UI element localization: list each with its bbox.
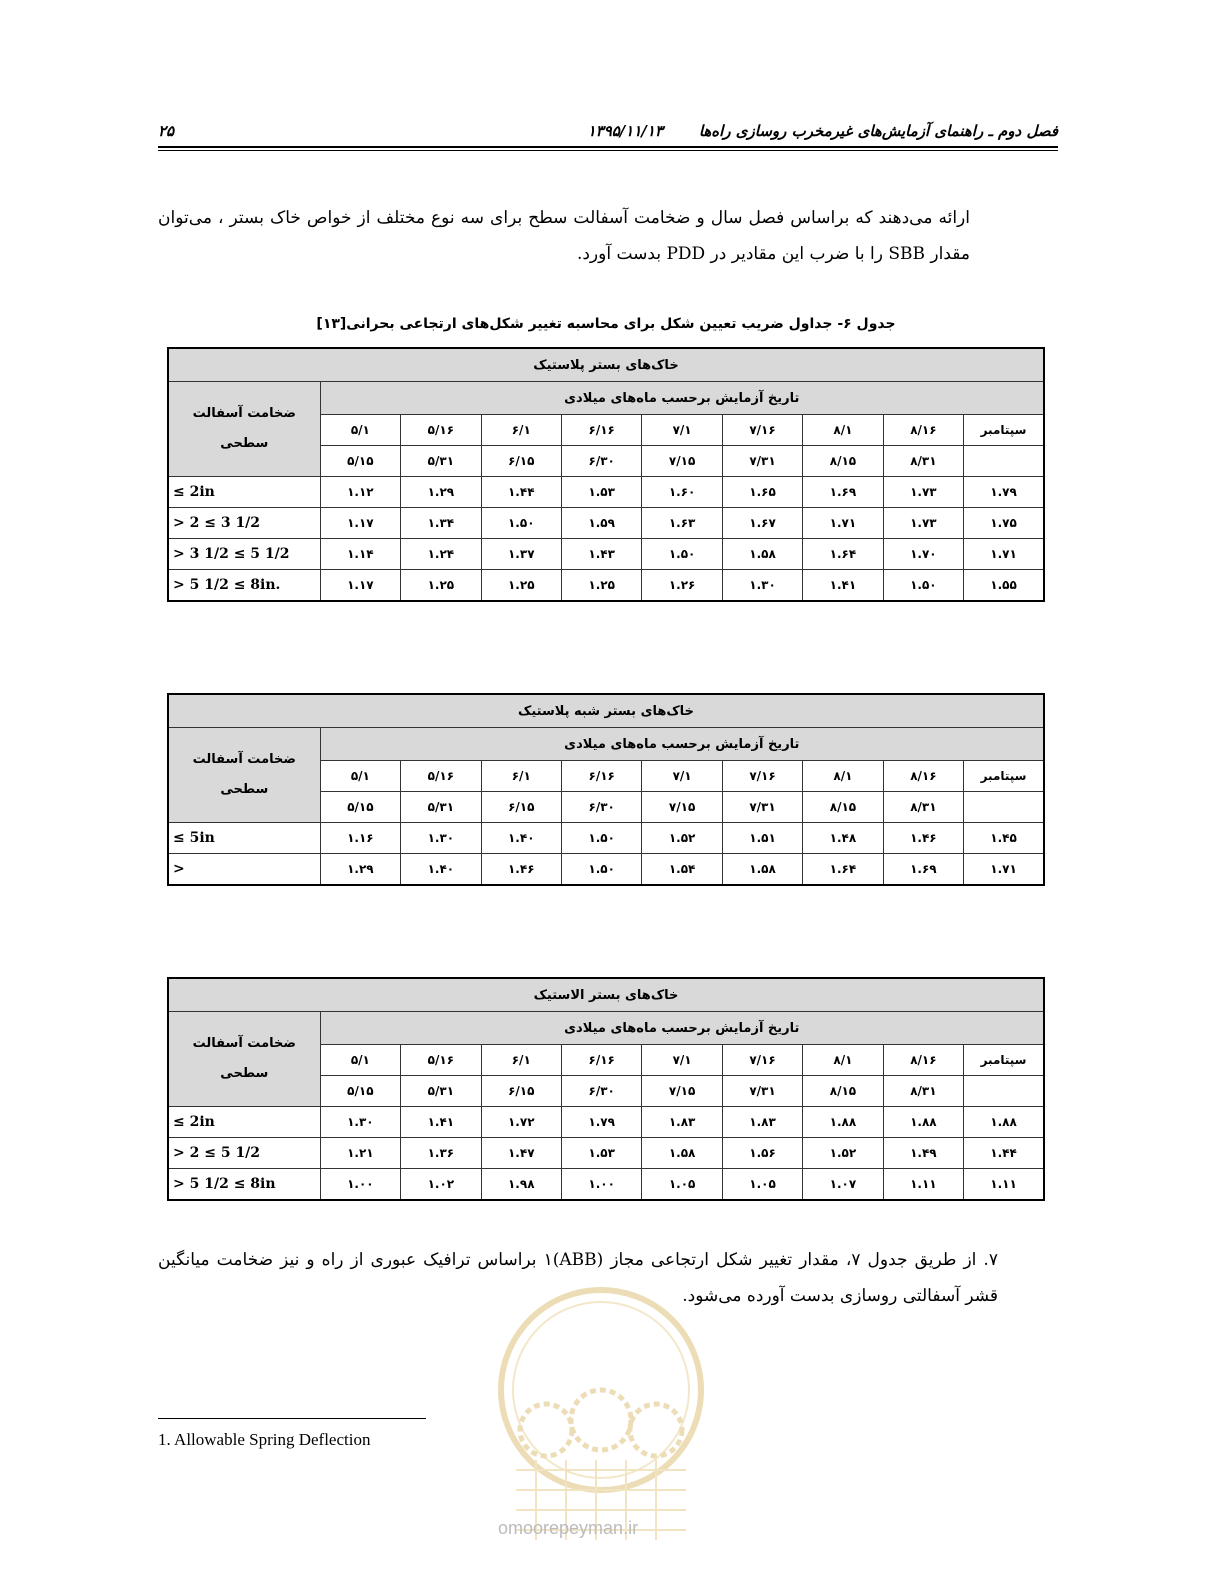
- table-row: [168, 539, 1044, 570]
- coefficient-cell: ۱.۱۱: [964, 1169, 1044, 1201]
- date-cell: ۶/۱۶: [561, 415, 641, 446]
- coefficient-cell: ۱.۴۴: [964, 1138, 1044, 1169]
- thickness-label: > 5 1/2 ≤ 8in.: [168, 570, 320, 602]
- date-cell: ۶/۳۰: [561, 792, 641, 823]
- thickness-label: > 2 ≤ 5 1/2: [168, 1138, 320, 1169]
- coefficient-cell: ۱.۲۵: [561, 570, 641, 602]
- coefficient-cell: ۱.۱۱: [883, 1169, 963, 1201]
- date-cell: سپتامبر: [964, 761, 1044, 792]
- chapter-title: فصل دوم ـ راهنمای آزمایش‌های غیرمخرب روسازی راه‌ها: [698, 122, 1058, 140]
- date-cell: سپتامبر: [964, 1045, 1044, 1076]
- coefficient-cell: ۱.۴۶: [481, 854, 561, 886]
- plastic-soil-table: [167, 347, 1045, 602]
- footnote: 1. Allowable Spring Deflection: [158, 1430, 371, 1449]
- date-cell: ۸/۱۵: [803, 792, 883, 823]
- header-date: ۱۳۹۵/۱۱/۱۳: [587, 122, 663, 140]
- date-cell: ۶/۱۶: [561, 1045, 641, 1076]
- coefficient-cell: ۱.۲۵: [481, 570, 561, 602]
- date-cell: ۸/۱: [803, 415, 883, 446]
- date-cell: ۵/۳۱: [401, 1076, 481, 1107]
- watermark-logo: [486, 1280, 716, 1550]
- coefficient-cell: ۱.۵۳: [561, 477, 641, 508]
- coefficient-cell: ۱.۶۴: [803, 539, 883, 570]
- date-cell: ۸/۱۶: [883, 1045, 963, 1076]
- date-cell: [964, 446, 1044, 477]
- thickness-label: >: [168, 854, 320, 886]
- elastic-soil-table: [167, 977, 1045, 1201]
- coefficient-cell: ۱.۱۷: [320, 508, 401, 539]
- thickness-label: ≤ 5in: [168, 823, 320, 854]
- date-cell: ۷/۱۶: [722, 761, 802, 792]
- coefficient-cell: ۱.۴۱: [803, 570, 883, 602]
- coefficient-cell: ۱.۵۶: [722, 1138, 802, 1169]
- date-cell: ۵/۱: [320, 761, 401, 792]
- date-cell: ۷/۱: [642, 761, 722, 792]
- date-header: تاریخ آزمایش برحسب ماه‌های میلادی: [320, 382, 1044, 415]
- semi-plastic-soil-table: [167, 693, 1045, 886]
- coefficient-cell: ۱.۵۰: [561, 823, 641, 854]
- coefficient-cell: ۱.۷۱: [964, 539, 1044, 570]
- coefficient-cell: ۱.۶۰: [642, 477, 722, 508]
- coefficient-cell: ۱.۷۰: [883, 539, 963, 570]
- coefficient-cell: ۱.۵۰: [883, 570, 963, 602]
- coefficient-cell: ۱.۵۹: [561, 508, 641, 539]
- header-rule: [158, 146, 1058, 148]
- date-cell: ۸/۳۱: [883, 1076, 963, 1107]
- date-cell: ۶/۱: [481, 761, 561, 792]
- coefficient-cell: ۱.۲۹: [401, 477, 481, 508]
- coefficient-cell: ۱.۸۳: [642, 1107, 722, 1138]
- coefficient-cell: ۱.۴۷: [481, 1138, 561, 1169]
- date-cell: ۸/۱۵: [803, 1076, 883, 1107]
- coefficient-cell: ۱.۷۳: [883, 477, 963, 508]
- coefficient-cell: ۱.۷۲: [481, 1107, 561, 1138]
- table-row: [168, 823, 1044, 854]
- coefficient-cell: ۱.۸۸: [883, 1107, 963, 1138]
- date-cell: ۸/۱: [803, 1045, 883, 1076]
- coefficient-cell: ۱.۴۰: [401, 854, 481, 886]
- date-cell: ۷/۱۶: [722, 415, 802, 446]
- date-cell: ۷/۳۱: [722, 1076, 802, 1107]
- coefficient-cell: ۱.۸۳: [722, 1107, 802, 1138]
- coefficient-cell: ۱.۲۵: [401, 570, 481, 602]
- thickness-header: ضخامت آسفالت سطحی: [168, 728, 320, 823]
- header-rule-thin: [158, 150, 1058, 151]
- coefficient-cell: ۱.۱۶: [320, 823, 401, 854]
- soil-type-title: خاک‌های بستر الاستیک: [168, 978, 1044, 1012]
- page-header: [158, 122, 1058, 152]
- coefficient-cell: ۱.۲۹: [320, 854, 401, 886]
- coefficient-cell: ۱.۱۷: [320, 570, 401, 602]
- date-cell: ۷/۱۵: [642, 446, 722, 477]
- coefficient-cell: ۱.۰۵: [642, 1169, 722, 1201]
- coefficient-cell: ۱.۵۲: [803, 1138, 883, 1169]
- table-row: [168, 1107, 1044, 1138]
- date-cell: ۵/۱۶: [401, 415, 481, 446]
- table-row: [168, 477, 1044, 508]
- coefficient-cell: ۱.۰۷: [803, 1169, 883, 1201]
- table-caption: جدول ۶- جداول ضریب تعیین شکل برای محاسبه تغییر شکل‌های ارتجاعی بحرانی[۱۳]: [316, 316, 896, 332]
- soil-type-title: خاک‌های بستر شبه پلاستیک: [168, 694, 1044, 728]
- coefficient-cell: ۱.۵۴: [642, 854, 722, 886]
- coefficient-cell: ۱.۷۳: [883, 508, 963, 539]
- table-row: [168, 1138, 1044, 1169]
- step-7-paragraph: ۷. از طریق جدول ۷، مقدار تغییر شکل ارتجاعی مجاز (ABB)۱ براساس ترافیک عبوری از راه و نیز ضخامت میانگین قشر آسفالتی روسازی بدست آورده می‌شود.: [158, 1250, 998, 1306]
- thickness-label: > 3 1/2 ≤ 5 1/2: [168, 539, 320, 570]
- date-cell: ۷/۳۱: [722, 446, 802, 477]
- date-cell: ۸/۱۶: [883, 415, 963, 446]
- coefficient-cell: ۱.۸۸: [803, 1107, 883, 1138]
- date-cell: ۶/۳۰: [561, 446, 641, 477]
- coefficient-cell: ۱.۴۹: [883, 1138, 963, 1169]
- coefficient-cell: ۱.۰۲: [401, 1169, 481, 1201]
- date-cell: ۵/۱۵: [320, 792, 401, 823]
- coefficient-cell: ۱.۱۴: [320, 539, 401, 570]
- coefficient-cell: ۱.۶۵: [722, 477, 802, 508]
- date-cell: ۵/۱۵: [320, 446, 401, 477]
- date-header: تاریخ آزمایش برحسب ماه‌های میلادی: [320, 728, 1044, 761]
- date-cell: ۸/۳۱: [883, 792, 963, 823]
- coefficient-cell: ۱.۲۴: [401, 539, 481, 570]
- date-cell: ۵/۱۶: [401, 761, 481, 792]
- date-cell: [964, 792, 1044, 823]
- date-cell: ۸/۳۱: [883, 446, 963, 477]
- date-cell: ۸/۱۶: [883, 761, 963, 792]
- coefficient-cell: ۱.۵۰: [642, 539, 722, 570]
- coefficient-cell: ۱.۷۹: [964, 477, 1044, 508]
- coefficient-cell: ۱.۸۸: [964, 1107, 1044, 1138]
- coefficient-cell: ۱.۰۰: [561, 1169, 641, 1201]
- coefficient-cell: ۱.۵۰: [561, 854, 641, 886]
- date-cell: ۸/۱۵: [803, 446, 883, 477]
- coefficient-cell: ۱.۷۵: [964, 508, 1044, 539]
- date-cell: ۶/۱۵: [481, 1076, 561, 1107]
- date-cell: ۶/۱۵: [481, 446, 561, 477]
- coefficient-cell: ۱.۵۰: [481, 508, 561, 539]
- watermark-text: omoorepeyman.ir: [498, 1518, 639, 1538]
- date-cell: ۶/۱: [481, 415, 561, 446]
- date-header: تاریخ آزمایش برحسب ماه‌های میلادی: [320, 1012, 1044, 1045]
- date-cell: ۶/۳۰: [561, 1076, 641, 1107]
- date-cell: ۶/۱۵: [481, 792, 561, 823]
- table-row: [168, 854, 1044, 886]
- coefficient-cell: ۱.۶۴: [803, 854, 883, 886]
- thickness-label: ≤ 2in: [168, 1107, 320, 1138]
- date-cell: ۷/۱۵: [642, 1076, 722, 1107]
- date-cell: ۵/۳۱: [401, 446, 481, 477]
- coefficient-cell: ۱.۱۲: [320, 477, 401, 508]
- thickness-header: ضخامت آسفالت سطحی: [168, 382, 320, 477]
- coefficient-cell: ۱.۷۱: [803, 508, 883, 539]
- coefficient-cell: ۱.۴۵: [964, 823, 1044, 854]
- coefficient-cell: ۱.۰۰: [320, 1169, 401, 1201]
- date-cell: ۵/۱۶: [401, 1045, 481, 1076]
- thickness-label: ≤ 2in: [168, 477, 320, 508]
- intro-paragraph: ارائه می‌دهند که براساس فصل سال و ضخامت آسفالت سطح برای سه نوع مختلف از خواص خاک بستر ، می‌توان مقدار SBB را با ضرب این مقادیر در PDD بدست آورد.: [158, 208, 970, 264]
- coefficient-cell: ۱.۴۶: [883, 823, 963, 854]
- date-cell: ۵/۳۱: [401, 792, 481, 823]
- thickness-header: ضخامت آسفالت سطحی: [168, 1012, 320, 1107]
- coefficient-cell: ۱.۶۹: [883, 854, 963, 886]
- coefficient-cell: ۱.۴۱: [401, 1107, 481, 1138]
- coefficient-cell: ۱.۴۳: [561, 539, 641, 570]
- coefficient-cell: ۱.۴۴: [481, 477, 561, 508]
- date-cell: ۷/۱۶: [722, 1045, 802, 1076]
- date-cell: ۷/۱: [642, 415, 722, 446]
- table-row: [168, 508, 1044, 539]
- date-cell: ۷/۱: [642, 1045, 722, 1076]
- date-cell: ۷/۳۱: [722, 792, 802, 823]
- thickness-label: > 2 ≤ 3 1/2: [168, 508, 320, 539]
- coefficient-cell: ۱.۹۸: [481, 1169, 561, 1201]
- page-number: ۲۵: [158, 122, 175, 140]
- coefficient-cell: ۱.۴۸: [803, 823, 883, 854]
- date-cell: ۷/۱۵: [642, 792, 722, 823]
- coefficient-cell: ۱.۶۳: [642, 508, 722, 539]
- soil-type-title: خاک‌های بستر پلاستیک: [168, 348, 1044, 382]
- coefficient-cell: ۱.۷۱: [964, 854, 1044, 886]
- date-cell: [964, 1076, 1044, 1107]
- coefficient-cell: ۱.۳۴: [401, 508, 481, 539]
- date-cell: ۵/۱۵: [320, 1076, 401, 1107]
- coefficient-cell: ۱.۶۷: [722, 508, 802, 539]
- date-cell: سپتامبر: [964, 415, 1044, 446]
- coefficient-cell: ۱.۵۱: [722, 823, 802, 854]
- date-cell: ۶/۱: [481, 1045, 561, 1076]
- coefficient-cell: ۱.۵۲: [642, 823, 722, 854]
- coefficient-cell: ۱.۵۸: [722, 854, 802, 886]
- coefficient-cell: ۱.۰۵: [722, 1169, 802, 1201]
- coefficient-cell: ۱.۵۳: [561, 1138, 641, 1169]
- coefficient-cell: ۱.۶۹: [803, 477, 883, 508]
- coefficient-cell: ۱.۲۱: [320, 1138, 401, 1169]
- date-cell: ۸/۱: [803, 761, 883, 792]
- table-row: [168, 570, 1044, 602]
- date-cell: ۶/۱۶: [561, 761, 641, 792]
- coefficient-cell: ۱.۳۰: [320, 1107, 401, 1138]
- coefficient-cell: ۱.۵۸: [642, 1138, 722, 1169]
- coefficient-cell: ۱.۳۰: [401, 823, 481, 854]
- coefficient-cell: ۱.۴۰: [481, 823, 561, 854]
- thickness-label: > 5 1/2 ≤ 8in: [168, 1169, 320, 1201]
- coefficient-cell: ۱.۵۵: [964, 570, 1044, 602]
- table-row: [168, 1169, 1044, 1201]
- coefficient-cell: ۱.۵۸: [722, 539, 802, 570]
- date-cell: ۵/۱: [320, 415, 401, 446]
- footnote-rule: [158, 1418, 426, 1419]
- coefficient-cell: ۱.۷۹: [561, 1107, 641, 1138]
- date-cell: ۵/۱: [320, 1045, 401, 1076]
- coefficient-cell: ۱.۳۷: [481, 539, 561, 570]
- coefficient-cell: ۱.۲۶: [642, 570, 722, 602]
- coefficient-cell: ۱.۳۰: [722, 570, 802, 602]
- coefficient-cell: ۱.۳۶: [401, 1138, 481, 1169]
